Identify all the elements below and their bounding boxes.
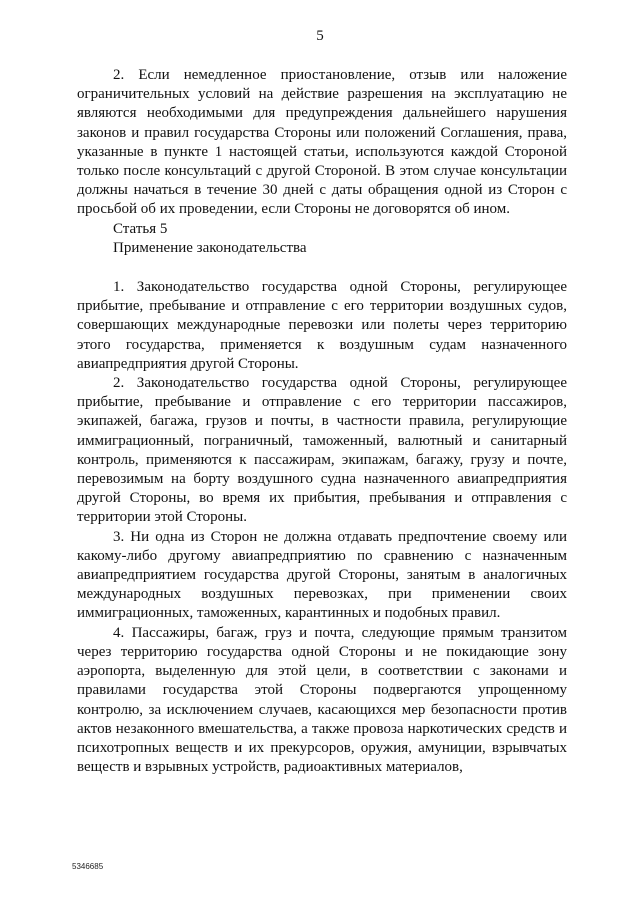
paragraph-article4-item2: 2. Если немедленное приостановление, отзыв или наложение ограничительных условий на действие разрешения на эксплуатацию не являются необходимыми для предупреждения дальнейшего нарушения законов и правил государства Стороны или положений Соглашения, права, указанные в пункте 1 настоящей статьи, используются каждой Стороной только после консультаций с другой Стороной. В этом случае консультации должны начаться в течение 30 дней с даты обращения одной из Сторон с просьбой об их проведении, если Стороны не договорятся об ином. [77,67,567,218]
page-number: 5 [316,28,324,44]
paragraph-item-2: 2. Законодательство государства одной Стороны, регулирующее прибытие, пребывание и отправление с его территории пассажиров, экипажей, багажа, грузов и почты, в частности правила, регулирующие иммиграционный, пограничный, таможенный, валютный и санитарный контроль, применяются к пассажирам, экипажам, багажу, грузу и почте, перевозимым на борту воздушного судна назначенного авиапредприятия другой Стороны, во время их прибытия, пребывания и отправления с территории этой Стороны. [77,375,567,526]
heading-spacer [77,258,567,278]
paragraph-item-4: 4. Пассажиры, багаж, груз и почта, следующие прямым транзитом через территорию государства одной Стороны и не покидающие зону аэропорта, выделенную для этой цели, в соответствии с законами и правилами государства этой Стороны подвергаются упрощенному контролю, за исключением случаев, касающихся мер безопасности против актов незаконного вмешательства, а также провоза наркотических средств и психотропных веществ и их прекурсоров, оружия, амуниции, взрывчатых веществ и взрывных устройств, радиоактивных материалов, [77,624,567,776]
paragraph-item-1: 1. Законодательство государства одной Стороны, регулирующее прибытие, пребывание и отправление с его территории воздушных судов, совершающих международные перевозки или полеты через территорию этого государства, применяется к воздушным судам назначенного авиапредприятия другой Стороны. [77,279,567,372]
article-title: Применение законодательства [113,239,307,256]
document-body [77,66,567,777]
article-number: Статья 5 [113,220,168,237]
document-code: 5346685 [72,862,104,871]
paragraph-item-3: 3. Ни одна из Сторон не должна отдавать предпочтение своему или какому-либо другому авиапредприятию по сравнению с назначенным авиапредприятием государства другой Стороны, занятым в аналогичных международных воздушных перевозках, при применении своих иммиграционных, таможенных, карантинных и подобных правил. [77,528,567,622]
